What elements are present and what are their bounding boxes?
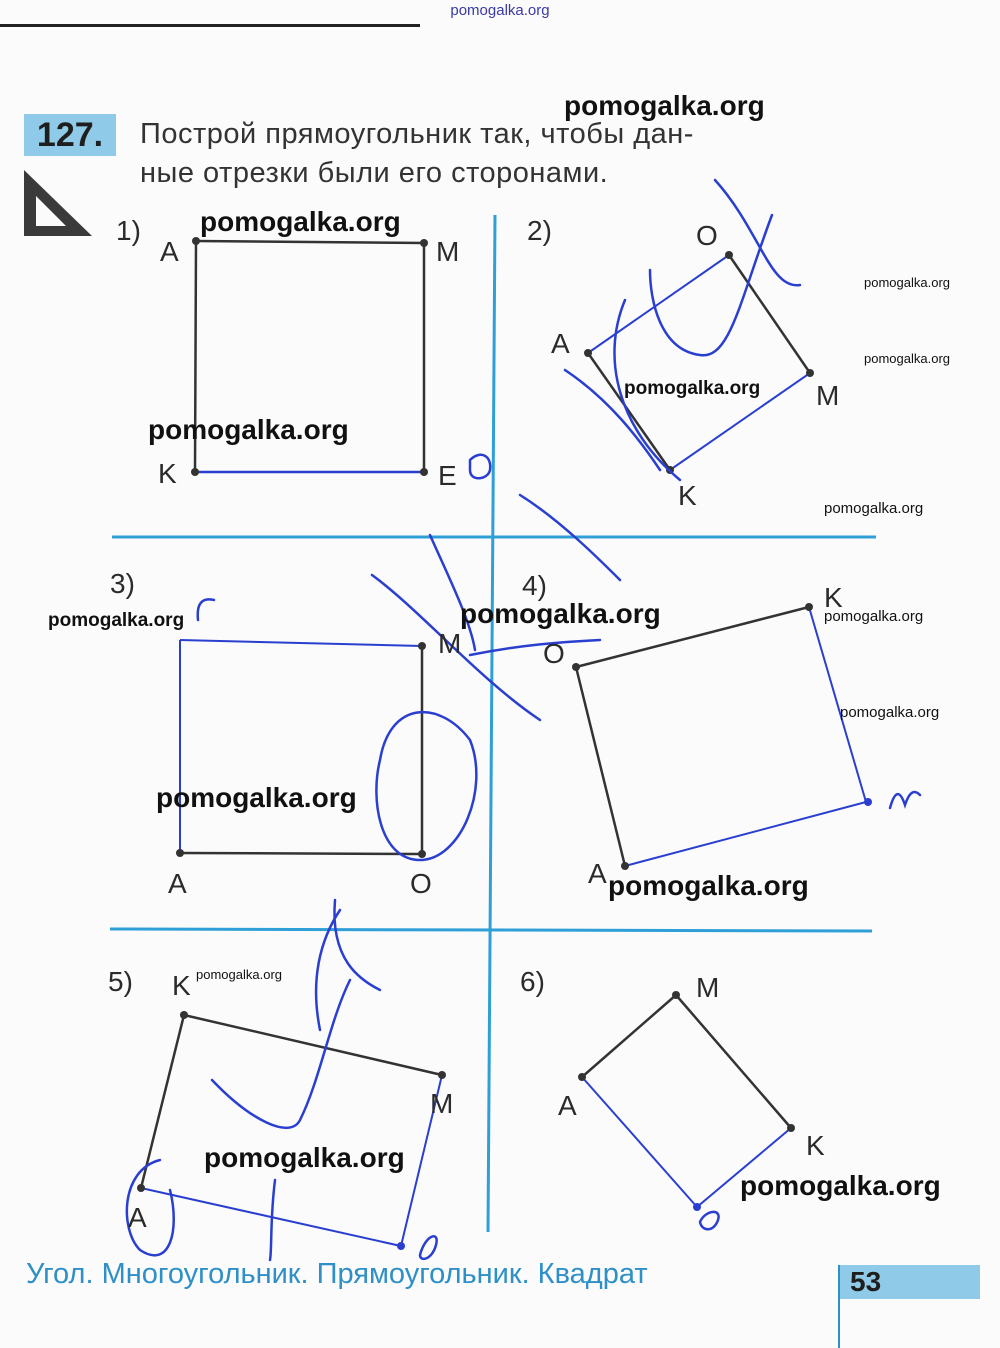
vertex-label: A — [128, 1202, 147, 1233]
vertex-label: E — [438, 460, 457, 491]
task-number: 127. — [24, 114, 116, 156]
vertex-label: O — [696, 220, 718, 251]
pen-scribbles — [127, 180, 920, 1260]
vertex-label: M — [436, 236, 460, 267]
site-header[interactable]: pomogalka.org — [450, 2, 550, 19]
watermark: pomogalka.org — [740, 1170, 941, 1201]
vertex-label: A — [168, 868, 187, 899]
task-text-line-1: Построй прямоугольник так, чтобы дан- — [140, 118, 694, 150]
rectangle-4 — [572, 603, 872, 870]
vertex-label: O — [410, 868, 432, 899]
watermark: pomogalka.org — [156, 782, 357, 813]
watermark: pomogalka.org — [196, 967, 282, 982]
vertex-label: M — [816, 380, 840, 411]
vertex-label: A — [558, 1090, 577, 1121]
watermark: pomogalka.org — [864, 351, 950, 366]
watermark: pomogalka.org — [200, 206, 401, 237]
watermark: pomogalka.org — [460, 598, 661, 629]
vertex-label: K — [158, 458, 177, 489]
vertex-label: M — [438, 628, 462, 659]
grid-dividers — [110, 215, 876, 1232]
part-1-label: 1) — [116, 215, 141, 246]
vertex-label: O — [543, 638, 565, 669]
vertex-label: K — [806, 1130, 825, 1161]
part-6-label: 6) — [520, 966, 545, 997]
watermark: pomogalka.org — [840, 704, 940, 721]
vertex-label: A — [588, 858, 607, 889]
watermark: pomogalka.org — [824, 500, 924, 517]
vertex-label: K — [172, 970, 191, 1001]
watermark: pomogalka.org — [608, 870, 809, 901]
rectangle-5 — [137, 1011, 446, 1250]
vertex-label: A — [160, 236, 179, 267]
page-number: 53 — [840, 1265, 980, 1299]
vertex-label: M — [430, 1088, 454, 1119]
footer-title: Угол. Многоугольник. Прямоугольник. Квадрат — [26, 1258, 648, 1290]
part-4-label: 4) — [522, 570, 547, 601]
vertex-label: M — [696, 972, 720, 1003]
vertex-label: K — [824, 582, 843, 613]
part-3-label: 3) — [110, 568, 135, 599]
watermark: pomogalka.org — [624, 378, 761, 399]
watermark: pomogalka.org — [148, 414, 349, 445]
rectangle-2 — [584, 251, 814, 474]
vertex-label: K — [678, 480, 697, 511]
vertex-label: A — [551, 328, 570, 359]
rectangle-3 — [176, 640, 426, 858]
part-2-label: 2) — [527, 215, 552, 246]
part-5-label: 5) — [108, 966, 133, 997]
task-text-line-2: ные отрезки были его сторонами. — [140, 157, 609, 189]
watermark: pomogalka.org — [48, 610, 185, 631]
set-square-icon — [24, 170, 92, 236]
watermark: pomogalka.org — [564, 90, 765, 121]
watermark: pomogalka.org — [864, 275, 950, 290]
watermark: pomogalka.org — [204, 1142, 405, 1173]
watermark: pomogalka.org — [824, 608, 924, 625]
